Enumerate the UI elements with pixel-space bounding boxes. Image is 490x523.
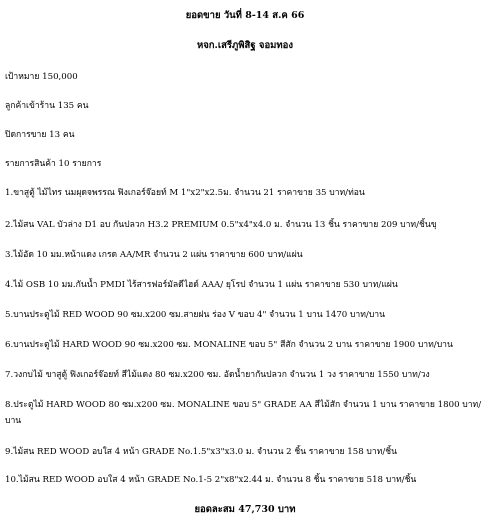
item-2: 2.ไม้สน VAL บัวล่าง D1 อบ กันปลวก H3.2 PREMIUM 0.5"x4"x4.0 ม. จำนวน 13 ชิ้น ราคาขาย 209 บาท/ชิ้นขุ — [5, 220, 437, 230]
item-9: 9.ไม้สน RED WOOD อบใส 4 หน้า GRADE No.1.5"x3"x3.0 ม. จำนวน 2 ชิ้น ราคาขาย 158 บาท/ชิ้น — [5, 447, 397, 457]
closed-sales: ปิดการขาย 13 คน — [5, 130, 75, 140]
item-1: 1.ขาสูตู้ ไม้ไทร นมผุดจพรรณ ฟิงเกอร์จ๊อยท์ M 1"x2"x2.5ม. จำนวน 21 ราคาขาย 35 บาท/ท่อน — [5, 188, 365, 198]
item-8: 8.ประตูไม้ HARD WOOD 80 ซม.x200 ซม. MONALINE ขอบ 5" GRADE AA สีไม้สัก จำนวน 1 บาน ราคาขาย 1800 บาท/บาน — [5, 400, 482, 426]
item-6: 6.บานประตูไม้ HARD WOOD 90 ซม.x200 ซม. MONALINE ขอบ 5" สีสัก จำนวน 2 บาน ราคาขาย 1900 บาท/บาน — [5, 340, 453, 350]
item-10: 10.ไม้สน RED WOOD อบใส 4 หน้า GRADE No.1-5 2"x8"x2.44 ม. จำนวน 8 ชิ้น ราคาขาย 518 บาท/ชิ้น — [5, 475, 417, 485]
item-7: 7.วงกบไม้ ขาสูตู้ ฟิงเกอร์จ๊อยท์ สีไม้แดง 80 ซม.x200 ซม. อัดน้ำยากันปลวก จำนวน 1 วง ราคาขาย 1550 บาท/วง — [5, 370, 430, 380]
item-3: 3.ไม้อัด 10 มม.หน้าแดง เกรด AA/MR จำนวน 2 แผ่น ราคาขาย 600 บาท/แผ่น — [5, 250, 303, 260]
total-sales: ยอดละสม 47,730 บาท — [194, 504, 296, 515]
item-count: รายการสินค้า 10 รายการ — [5, 159, 102, 169]
item-5: 5.บานประตูไม้ RED WOOD 90 ซม.x200 ซม.สายฝน ร่อง V ขอบ 4" จำนวน 1 บาน 1470 บาท/บาน — [5, 310, 385, 320]
sales-target: เป้าหมาย 150,000 — [5, 72, 78, 82]
store-name: หจก.เสรีภูพิสิฐ จอมทอง — [196, 40, 294, 51]
item-4: 4.ไม้ OSB 10 มม.กันน้ำ PMDI ไร้สารฟอร์มัลดีไฮด์ AAA/ ยุโรป จำนวน 1 แผ่น ราคาขาย 530 บาท/แผ่น — [5, 280, 398, 290]
customer-count: ลูกค้าเข้าร้าน 135 คน — [5, 101, 89, 111]
document-title: ยอดขาย วันที่ 8-14 ส.ค 66 — [185, 10, 305, 21]
